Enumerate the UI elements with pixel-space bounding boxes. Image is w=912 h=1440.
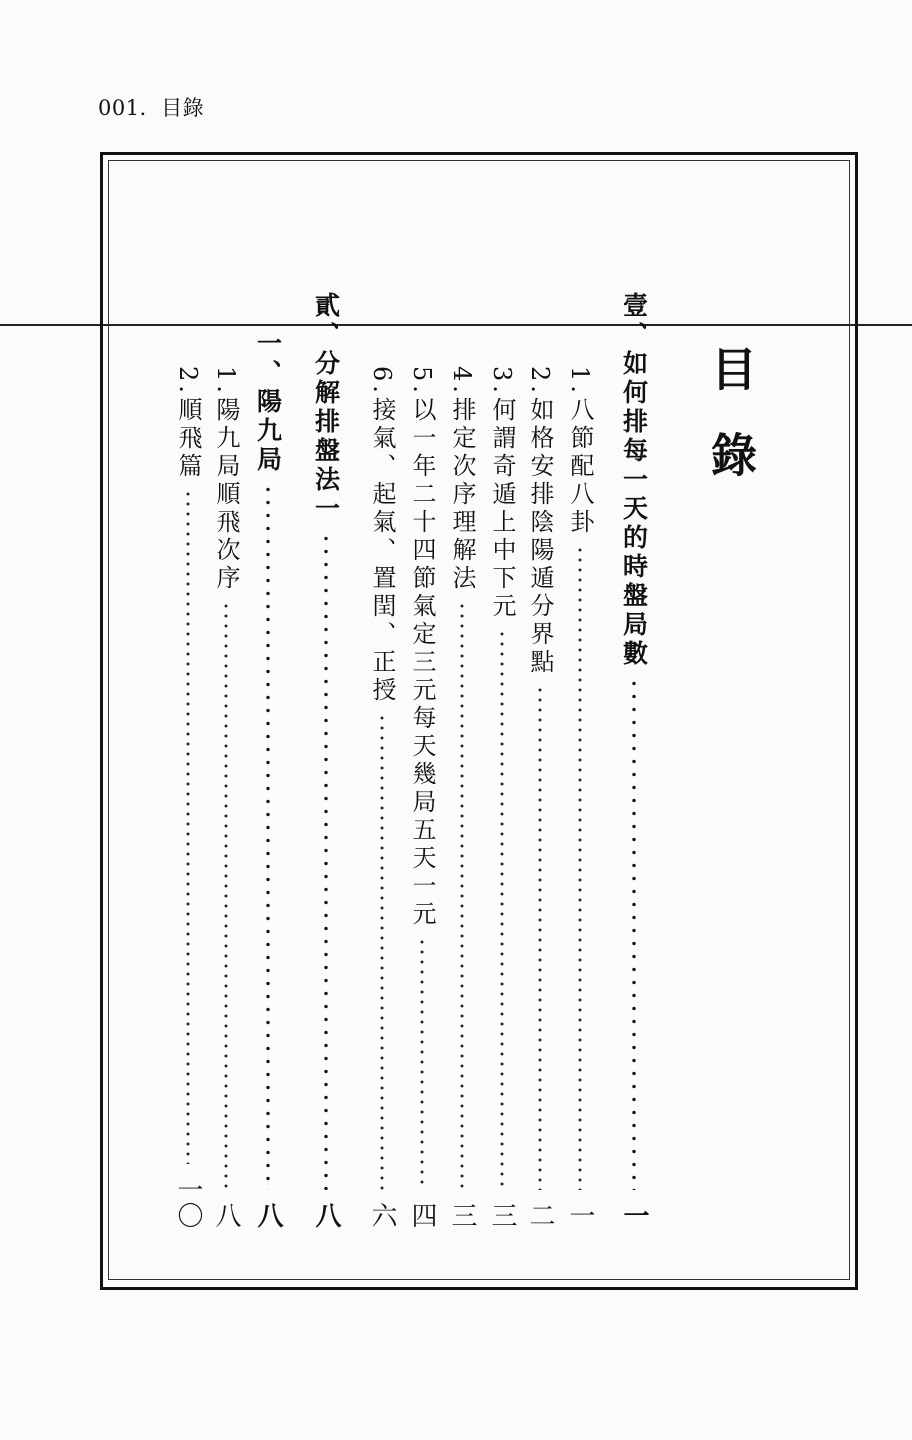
toc-entry-page: 六 (367, 1202, 397, 1228)
leader-dots (186, 489, 190, 1164)
toc-entry-2-2[interactable] (168, 366, 208, 1228)
toc-entry-label: 5.以一年二十四節氣定三元每天幾局五天一元 (408, 366, 436, 929)
leader-dots (460, 601, 464, 1190)
leader-dots (224, 601, 228, 1190)
toc-entry-label: 一、陽九局 (253, 330, 283, 475)
toc-entry-label: 3.何謂奇遁上中下元 (488, 366, 516, 621)
toc-entry-page: 八 (253, 1202, 283, 1228)
leader-dots (380, 713, 384, 1190)
toc-entry-2-sub-1[interactable] (248, 330, 288, 1228)
toc-entry-page: 一 (565, 1202, 595, 1228)
toc-entry-1-2[interactable] (520, 366, 560, 1228)
toc-entry-page: 一 (619, 1202, 649, 1228)
leader-dots (420, 937, 424, 1190)
toc-entry-label: 4.排定次序理解法 (448, 366, 476, 593)
toc-entry-1-6[interactable] (362, 366, 402, 1228)
toc-entry-label: 1.陽九局順飛次序 (212, 366, 240, 593)
leader-dots (632, 677, 636, 1190)
toc-entry-chapter-1[interactable] (614, 292, 654, 1228)
toc-entry-1-1[interactable] (560, 366, 600, 1228)
leader-dots (500, 629, 504, 1190)
toc-entry-page: 八 (211, 1202, 241, 1228)
toc-entry-page: 二 (525, 1202, 555, 1228)
toc-entry-label: 壹、如何排每一天的時盤局數 (619, 292, 649, 669)
leader-dots (538, 685, 542, 1190)
toc-entry-page: 三 (447, 1202, 477, 1228)
toc-entry-2-1[interactable] (206, 366, 246, 1228)
toc-entry-label: 貳、分解排盤法一 (311, 292, 341, 524)
leader-dots (324, 532, 328, 1190)
toc-entry-page: 四 (407, 1202, 437, 1228)
leader-dots (266, 483, 270, 1190)
toc-entry-page: 三 (487, 1202, 517, 1228)
toc-entry-1-3[interactable] (482, 366, 522, 1228)
page-header: 001．目錄 (98, 96, 205, 120)
toc-entry-page: 八 (311, 1202, 341, 1228)
toc-entry-1-4[interactable] (442, 366, 482, 1228)
toc-entry-1-5[interactable] (402, 366, 442, 1228)
toc-entry-page: 一〇 (173, 1176, 203, 1228)
toc-entry-label: 6.接氣、起氣、置閏、正授 (368, 366, 396, 705)
toc-entry-label: 2.順飛篇 (174, 366, 202, 481)
toc-entry-label: 1.八節配八卦 (566, 366, 594, 537)
toc-entry-chapter-2[interactable] (306, 292, 346, 1228)
leader-dots (578, 545, 582, 1190)
toc-entry-label: 2.如格安排陰陽遁分界點 (526, 366, 554, 677)
toc-title: 目錄 (704, 345, 758, 517)
